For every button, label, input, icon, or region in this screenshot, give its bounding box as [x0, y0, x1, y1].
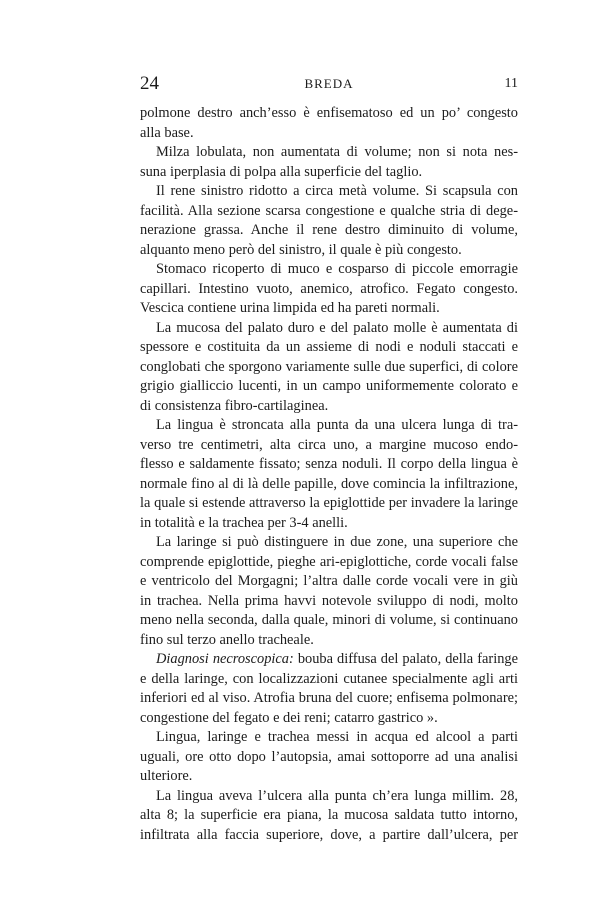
- text-line: alla base.: [140, 124, 194, 141]
- text-line: meno nella seconda, dalla quale, minori di volume, si continuano: [140, 612, 518, 628]
- diagnosis-text: bouba diffusa del palato, della faringe: [293, 651, 518, 667]
- text-line: suna iperplasia di polpa alla superficie del taglio.: [140, 163, 423, 180]
- text-line: comprende epiglottide, pieghe ari-epiglottiche, corde vocali false: [140, 553, 518, 570]
- text-line-diagnosis: [140, 650, 518, 670]
- text-line: fino sul terzo anello tracheale.: [140, 631, 314, 648]
- page-number-original: 24: [140, 73, 159, 94]
- text-line: flesso e saldamente fissato; senza noduli. Il corpo della lingua è: [140, 456, 518, 472]
- text-line: Milza lobulata, non aumentata di volume; non si nota nes-: [156, 144, 518, 160]
- text-line: La mucosa del palato duro e del palato molle è aumentata di: [156, 319, 518, 336]
- text-line: facilità. Alla sezione scarsa congestione e qualche stria di dege-: [140, 202, 518, 219]
- text-line: Lingua, laringe e trachea messi in acqua ed alcool a parti: [156, 729, 518, 745]
- text-line: La lingua aveva l’ulcera alla punta ch’era lunga millim. 28,: [156, 787, 518, 804]
- page-number: 11: [504, 76, 518, 91]
- text-line: in trachea. Nella prima havvi notevole sviluppo di nodi, molto: [140, 592, 518, 609]
- text-line: e della laringe, con localizzazioni cutanee specialmente agli arti: [140, 670, 518, 687]
- text-line: grigio gialliccio lucenti, in un campo uniformemente colorato e: [140, 378, 518, 394]
- text-line: La laringe si può distinguere in due zone, una superiore che: [156, 534, 518, 550]
- text-line: Stomaco ricoperto di muco e cosparso di piccole emorragie: [156, 261, 518, 277]
- text-line: inferiori ed al viso. Atrofia bruna del cuore; enfisema polmonare;: [140, 690, 518, 706]
- text-line: di consistenza fibro-cartilaginea.: [140, 397, 329, 414]
- text-line: infiltrata alla faccia superiore, dove, a partire dall’ulcera, per: [140, 826, 518, 843]
- running-title: BREDA: [304, 76, 354, 91]
- diagnosis-label: Diagnosi necroscopica:: [156, 651, 294, 667]
- text-line: normale fino al di là delle papille, dove comincia la infiltrazione,: [140, 475, 518, 492]
- text-line: verso tre centimetri, alta circa uno, a margine mucoso endo-: [140, 436, 518, 453]
- text-line: in totalità e la trachea per 3-4 anelli.: [140, 514, 348, 531]
- page-header: [140, 73, 518, 94]
- text-line: capillari. Intestino vuoto, anemico, atrofico. Fegato congesto.: [140, 280, 518, 297]
- text-line: conglobati che sporgono variamente sulle due superfici, di colore: [140, 358, 518, 375]
- text-line: alquanto meno però del sinistro, il quale è più congesto.: [140, 241, 462, 258]
- text-line: congestione del fegato e dei reni; catarro gastrico ».: [140, 709, 438, 726]
- text-line: ulteriore.: [140, 768, 193, 784]
- text-line: la quale si estende attraverso la epiglottide per invadere la laringe: [140, 495, 518, 511]
- text-line: Vescica contiene urina limpida ed ha pareti normali.: [140, 300, 440, 316]
- text-line: polmone destro anch’esso è enfisematoso ed un po’ congesto: [140, 105, 518, 121]
- text-line: e ventricolo del Morgagni; l’altra dalle corde vocali vere in giù: [140, 573, 518, 589]
- text-line: La lingua è stroncata alla punta da una ulcera lunga di tra-: [156, 417, 518, 433]
- text-line: nerazione grassa. Anche il rene destro diminuito di volume,: [140, 222, 518, 238]
- text-line: Il rene sinistro ridotto a circa metà volume. Si scapsula con: [156, 183, 518, 199]
- text-line: uguali, ore otto dopo l’autopsia, amai sottoporre ad una analisi: [140, 748, 518, 765]
- text-line: alta 8; la superficie era piana, la mucosa saldata tutto intorno,: [140, 807, 518, 823]
- text-line: spessore e costituita da un assieme di nodi e noduli staccati e: [140, 339, 518, 355]
- body-text: [140, 104, 518, 845]
